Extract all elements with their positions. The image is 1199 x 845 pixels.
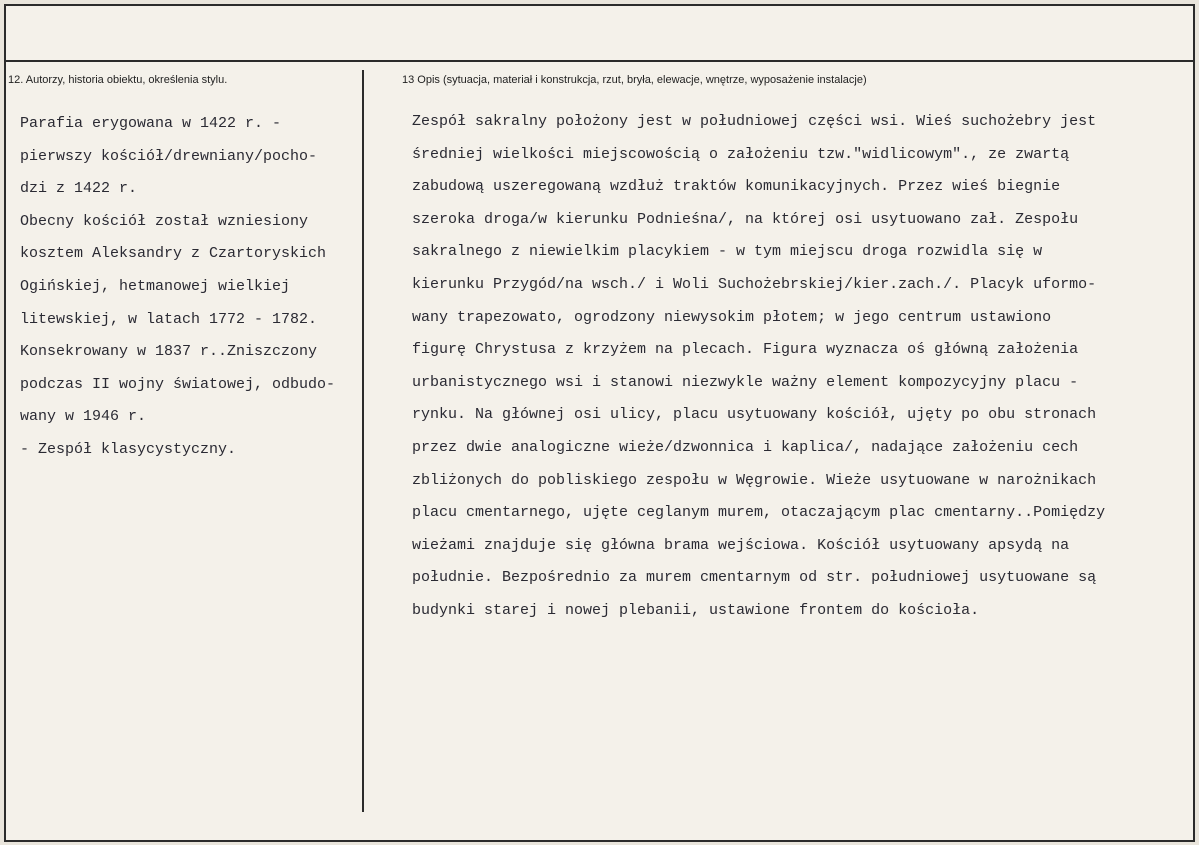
text-line: - Zespół klasycystyczny.: [20, 440, 237, 458]
text-line: dzi z 1422 r.: [20, 180, 138, 198]
text-line: Obecny kościół został wzniesiony: [20, 212, 309, 230]
text-line: podczas II wojny światowej, odbudo-: [20, 375, 336, 393]
text-line: Parafia erygowana w 1422 r. -: [20, 115, 282, 132]
text-line: szeroka droga/w kierunku Podnieśna/, na której osi usytuowano zał. Zespołu: [412, 210, 1079, 228]
text-line: placu cmentarnego, ujęte ceglanym murem, otaczającym plac cmentarny..Pomiędzy: [412, 504, 1106, 522]
top-rule: [6, 60, 1193, 62]
text-line: budynki starej i nowej plebanii, ustawione frontem do kościoła.: [412, 601, 980, 619]
text-line: rynku. Na głównej osi ulicy, placu usytuowany kościół, ujęty po obu stronach: [412, 406, 1097, 424]
text-line: figurę Chrystusa z krzyżem na plecach. Figura wyznacza oś główną założenia: [412, 341, 1079, 359]
text-line: średniej wielkości miejscowością o założeniu tzw."widlicowym"., ze zwartą: [412, 145, 1070, 163]
text-line: zbliżonych do pobliskiego zespołu w Węgrowie. Wieże usytuowane w narożnikach: [412, 471, 1097, 489]
text-line: kosztem Aleksandry z Czartoryskich: [20, 245, 327, 263]
text-line: pierwszy kościół/drewniany/pocho-: [20, 147, 318, 165]
text-line: urbanistycznego wsi i stanowi niezwykle ważny element kompozycyjny placu -: [412, 373, 1079, 391]
section-13-heading: 13 Opis (sytuacja, materiał i konstrukcja, rzut, bryła, elewacje, wnętrze, wyposażenie instalacje): [402, 74, 867, 86]
text-line: wieżami znajduje się główna brama wejściowa. Kościół usytuowany apsydą na: [412, 536, 1070, 554]
document-sheet: [4, 4, 1195, 842]
section-13-body: [412, 106, 1192, 628]
text-line: Zespół sakralny położony jest w południowej części wsi. Wieś suchożebry jest: [412, 113, 1097, 130]
text-line: sakralnego z niewielkim placykiem - w tym miejscu droga rozwidla się w: [412, 243, 1043, 261]
text-line: kierunku Przygód/na wsch./ i Woli Suchożebrskiej/kier.zach./. Placyk uformo-: [412, 275, 1097, 293]
text-line: wany w 1946 r.: [20, 408, 147, 426]
text-line: południe. Bezpośrednio za murem cmentarnym od str. południowej usytuowane są: [412, 569, 1097, 587]
text-line: przez dwie analogiczne wieże/dzwonnica i kaplica/, nadające założeniu cech: [412, 438, 1079, 456]
section-12-body: [20, 108, 360, 467]
text-line: wany trapezowato, ogrodzony niewysokim płotem; w jego centrum ustawiono: [412, 308, 1052, 326]
text-line: Ogińskiej, hetmanowej wielkiej: [20, 277, 291, 295]
column-divider: [362, 70, 364, 812]
text-line: litewskiej, w latach 1772 - 1782.: [20, 310, 318, 328]
section-12-heading: 12. Autorzy, historia obiektu, określenia stylu.: [8, 74, 228, 86]
text-line: Konsekrowany w 1837 r..Zniszczony: [20, 343, 318, 361]
text-line: zabudową uszeregowaną wzdłuż traktów komunikacyjnych. Przez wieś biegnie: [412, 178, 1061, 196]
